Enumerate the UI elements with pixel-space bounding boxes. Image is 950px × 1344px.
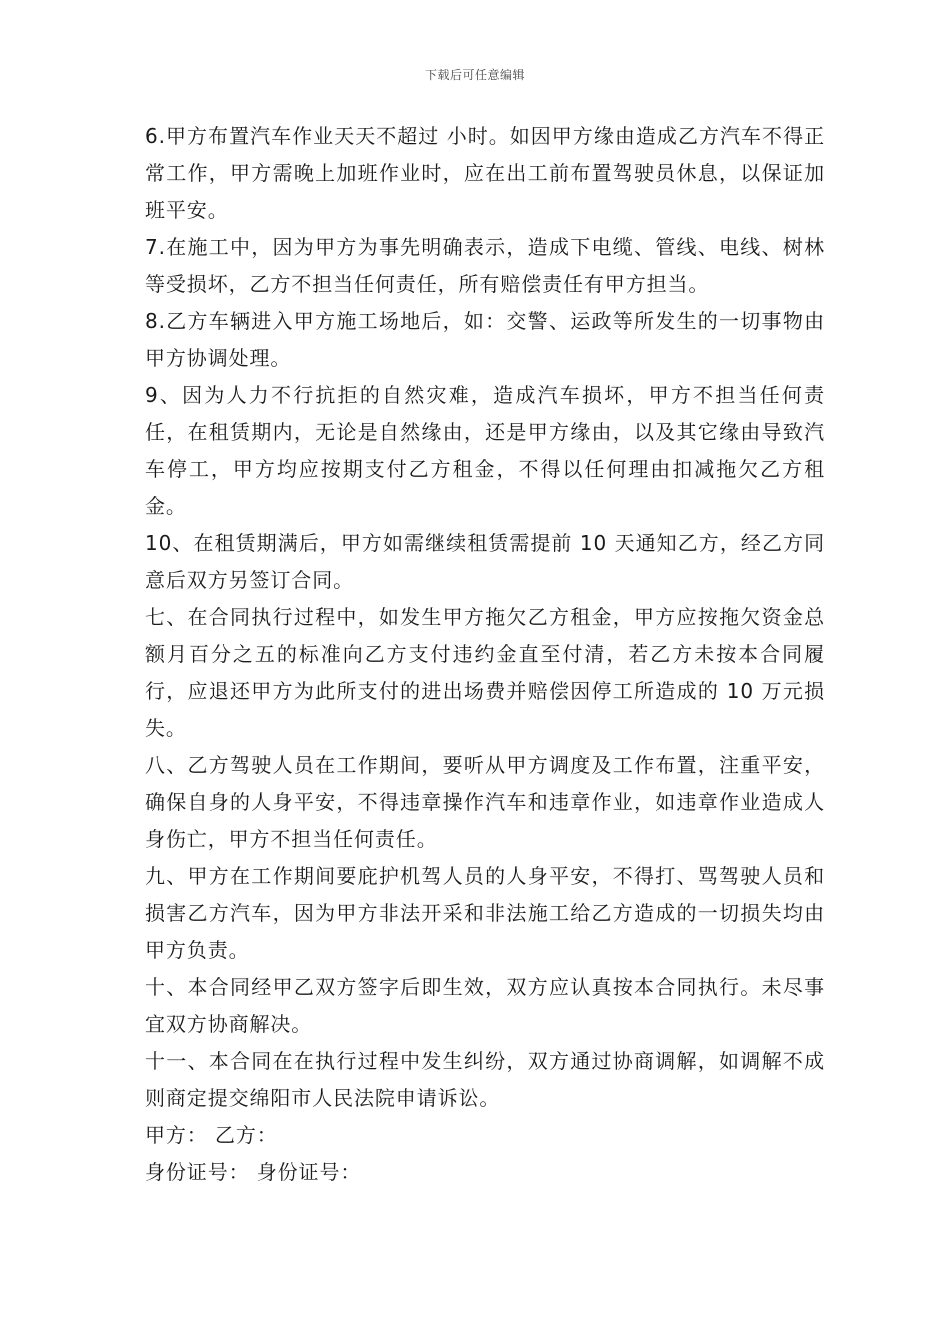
article-7: 七、在合同执行过程中，如发生甲方拖欠乙方租金，甲方应按拖欠资金总额月百分之五的标准向乙方支付违约金直至付清，若乙方未按本合同履行，应退还甲方为此所支付的进出场费并赔偿因停工所造成的 10 万元损失。: [145, 605, 825, 740]
clause-9: 9、因为人力不行抗拒的自然灾难，造成汽车损坏，甲方不担当任何责任，在租赁期内，无论是自然缘由，还是甲方缘由，以及其它缘由导致汽车停工，甲方均应按期支付乙方租金，不得以任何理由扣减拖欠乙方租金。: [145, 383, 825, 518]
document-body: [145, 118, 825, 1191]
id-number-line: 身份证号： 身份证号：: [145, 1160, 362, 1184]
clause-7: 7.在施工中，因为甲方为事先明确表示，造成下电缆、管线、电线、树林等受损坏，乙方不担当任何责任，所有赔偿责任有甲方担当。: [145, 235, 825, 296]
article-9: 九、甲方在工作期间要庇护机驾人员的人身平安，不得打、骂驾驶人员和损害乙方汽车，因为甲方非法开采和非法施工给乙方造成的一切损失均由甲方负责。: [145, 864, 825, 962]
article-11: 十一、本合同在在执行过程中发生纠纷，双方通过协商调解，如调解不成则商定提交绵阳市人民法院申请诉讼。: [145, 1049, 825, 1110]
clause-8: 8.乙方车辆进入甲方施工场地后，如：交警、运政等所发生的一切事物由甲方协调处理。: [145, 309, 825, 370]
clause-6: 6.甲方布置汽车作业天天不超过 小时。如因甲方缘由造成乙方汽车不得正常工作，甲方需晚上加班作业时，应在出工前布置驾驶员休息，以保证加班平安。: [145, 124, 825, 222]
article-10: 十、本合同经甲乙双方签字后即生效，双方应认真按本合同执行。未尽事宜双方协商解决。: [145, 975, 825, 1036]
page-header: 下载后可任意编辑: [424, 68, 525, 82]
party-signature-line: 甲方： 乙方：: [145, 1123, 278, 1147]
article-8: 八、乙方驾驶人员在工作期间，要听从甲方调度及工作布置，注重平安，确保自身的人身平安，不得违章操作汽车和违章作业，如违章作业造成人身伤亡，甲方不担当任何责任。: [145, 753, 825, 851]
clause-10: 10、在租赁期满后，甲方如需继续租赁需提前 10 天通知乙方，经乙方同意后双方另签订合同。: [145, 531, 825, 592]
